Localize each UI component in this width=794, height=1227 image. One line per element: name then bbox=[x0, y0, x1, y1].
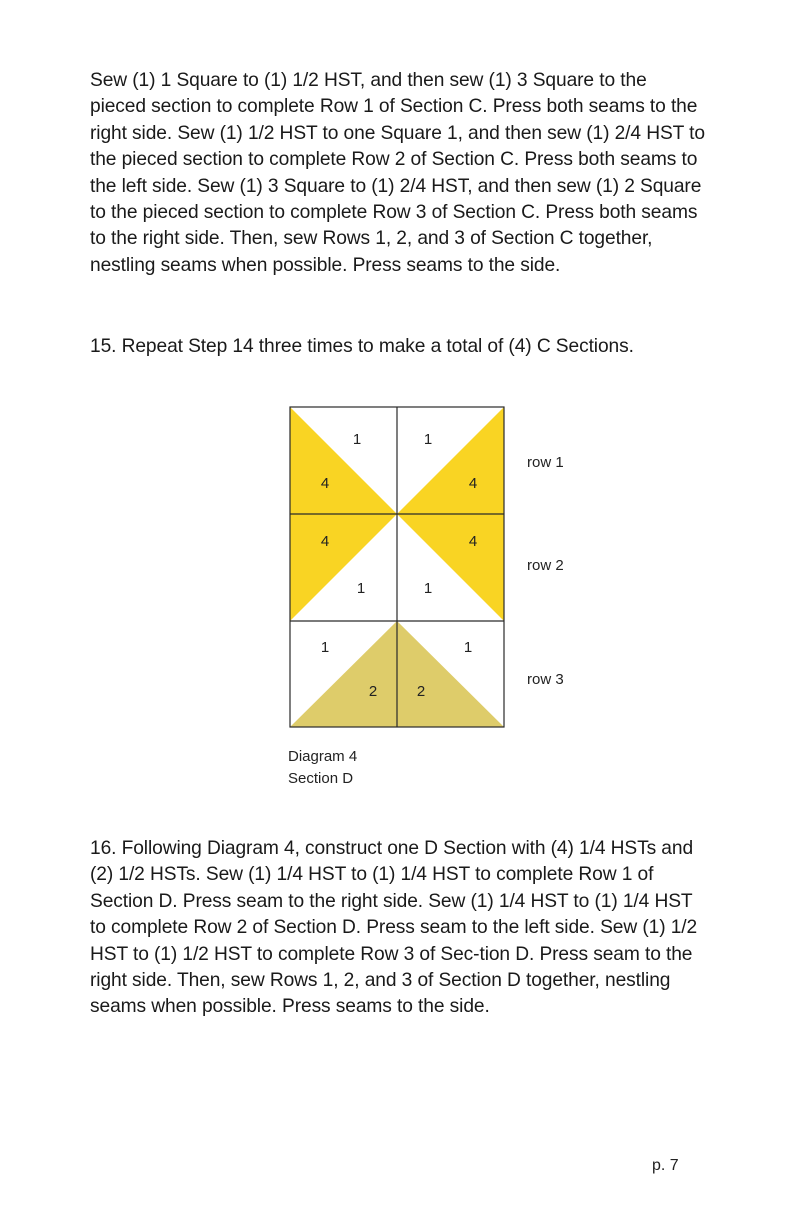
r2-right-bottom-label: 1 bbox=[423, 580, 433, 597]
row-1-label: row 1 bbox=[527, 454, 564, 471]
step-14-continued-text: Sew (1) 1 Square to (1) 1/2 HST, and then sew (1) 3 Square to the pieced section to complete Row 1 of Section C. Press both seams to the right side. Sew (1) 1/2 HST to one Square 1, and then sew (1) 2/4 HST to the pieced section to complete Row 2 of Section C. Press both seams to the left side. Sew (1) 3 Square to (1) 2/4 HST, and then sew (1) 2 Square to the pieced section to complete Row 3 of Section C. Press both seams to the right side. Then, sew Rows 1, 2, and 3 of Section C together, nestling seams when possible. Press seams to the side. bbox=[90, 70, 705, 276]
r3-right-top-label: 1 bbox=[463, 639, 473, 656]
r1-left-bottom-label: 4 bbox=[320, 475, 330, 492]
r2-right-fabric-4-triangle bbox=[397, 514, 504, 621]
r3-right-fabric-2-triangle bbox=[397, 621, 504, 727]
r3-right-bottom-label: 2 bbox=[416, 683, 426, 700]
r2-left-bottom-label: 1 bbox=[356, 580, 366, 597]
diagram-caption-subtitle: Section D bbox=[288, 770, 354, 787]
page-number: p. 7 bbox=[652, 1157, 679, 1174]
r1-left-top-label: 1 bbox=[352, 431, 362, 448]
r1-right-top-label: 1 bbox=[423, 431, 433, 448]
section-d-diagram bbox=[289, 406, 505, 728]
diagram-caption-title: Diagram 4 bbox=[288, 748, 358, 765]
step-16-text: 16. Following Diagram 4, construct one D Section with (4) 1/4 HSTs and (2) 1/2 HSTs. Sew (1) 1/4 HST to (1) 1/4 HST to complete Row 1 of Section D. Press seam to the right side. Sew (1) 1/4 HST to (1) 1/4 HST to complete Row 2 of Section D. Press seam to the left side. Sew (1) 1/2 HST to (1) 1/2 HST to complete Row 3 of Sec-tion D. Press seam to the right side. Then, sew Rows 1, 2, and 3 of Section D together, nestling seams when possible. Press seams to the side. bbox=[90, 838, 698, 1018]
r3-left-fabric-2-triangle bbox=[290, 621, 397, 727]
step-15-text: 15. Repeat Step 14 three times to make a total of (4) C Sections. bbox=[90, 336, 634, 357]
r2-left-fabric-4-triangle bbox=[290, 514, 397, 621]
r2-left-top-label: 4 bbox=[320, 533, 330, 550]
r3-left-top-label: 1 bbox=[320, 639, 330, 656]
r3-left-bottom-label: 2 bbox=[368, 683, 378, 700]
row-3-label: row 3 bbox=[527, 671, 564, 688]
row-2-label: row 2 bbox=[527, 557, 564, 574]
r1-right-bottom-label: 4 bbox=[468, 475, 478, 492]
r1-left-fabric-4-triangle bbox=[290, 407, 397, 514]
r2-right-top-label: 4 bbox=[468, 533, 478, 550]
r1-right-fabric-4-triangle bbox=[397, 407, 504, 514]
